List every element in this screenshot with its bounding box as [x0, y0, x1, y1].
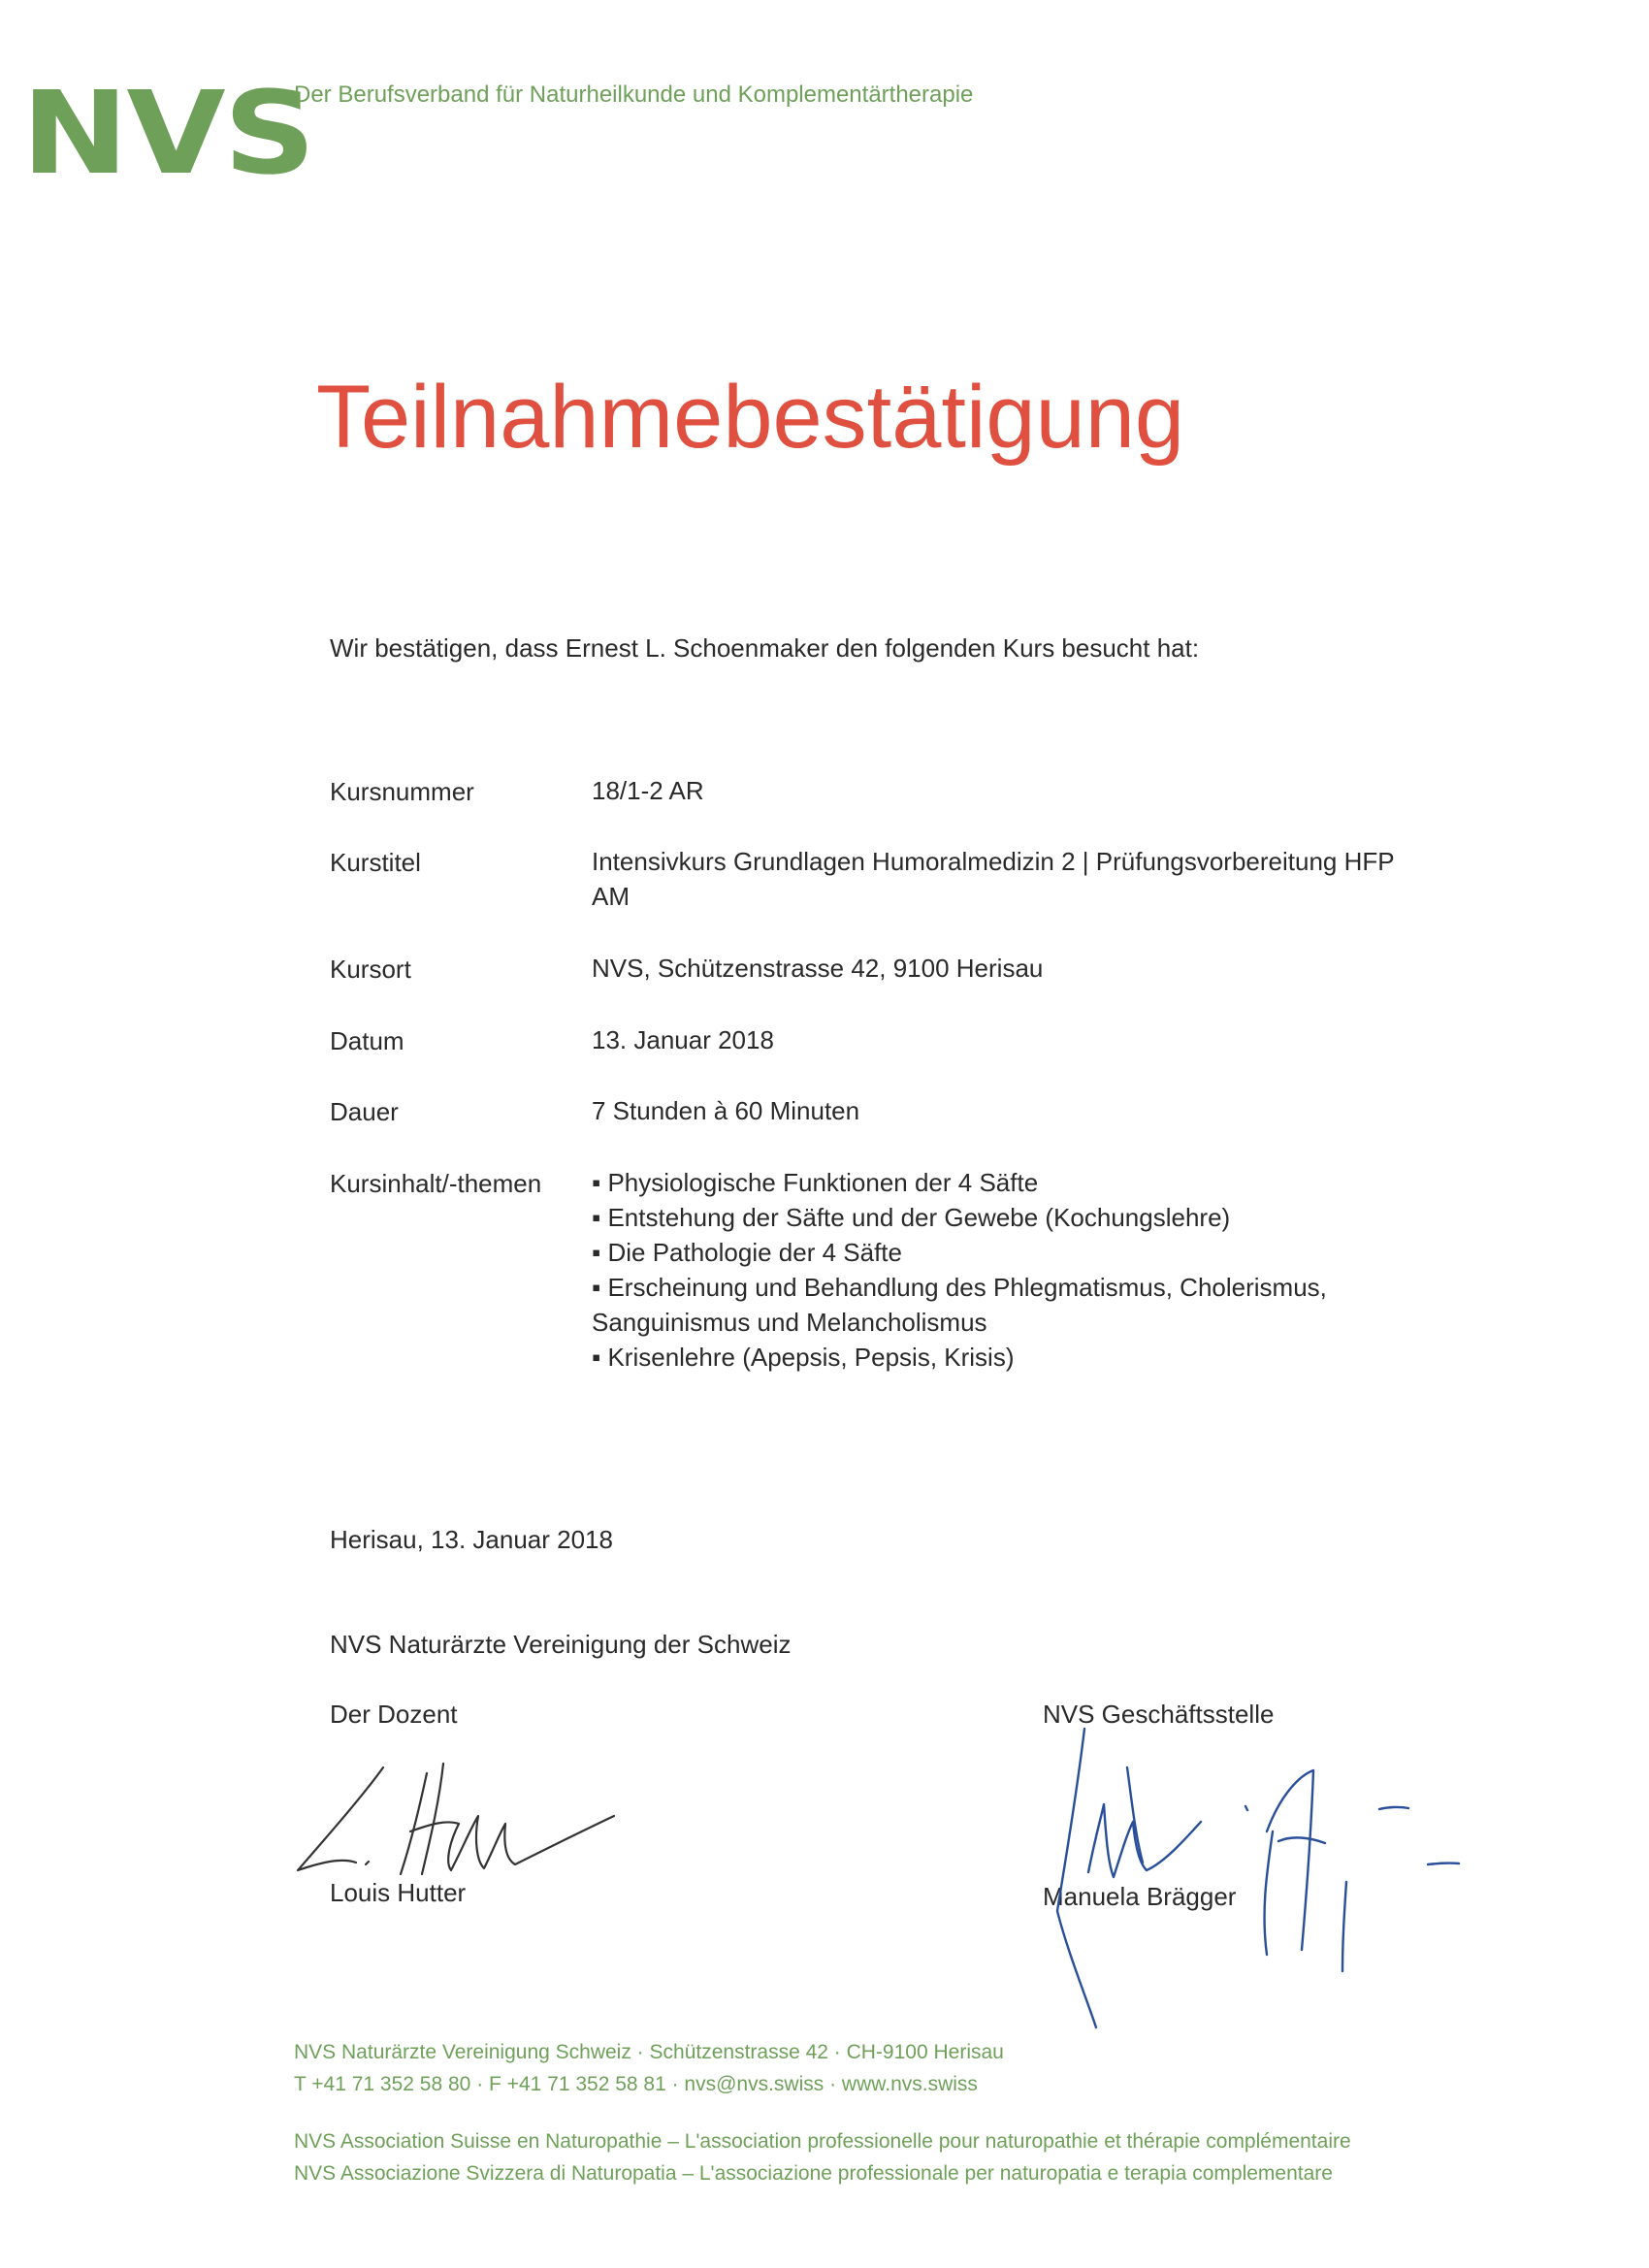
course-date-label: Datum — [330, 1026, 404, 1055]
lecturer-role: Der Dozent — [330, 1700, 458, 1729]
confirmation-intro: Wir bestätigen, dass Ernest L. Schoenmaker den folgenden Kurs besucht hat: — [330, 633, 1200, 663]
footer-address: NVS Naturärzte Vereinigung Schweiz · Schützenstrasse 42 · CH-9100 Herisau — [294, 2041, 1004, 2063]
course-topics-label: Kursinhalt/-themen — [330, 1169, 542, 1198]
lecturer-name: Louis Hutter — [330, 1878, 467, 1907]
course-title-label: Kurstitel — [330, 848, 421, 877]
office-signature — [1038, 1717, 1465, 2037]
footer-italian: NVS Associazione Svizzera di Naturopatia – L'associazione professionale per naturopatia e terapia complementare — [294, 2162, 1333, 2185]
list-item: ▪ Entstehung der Säfte und der Gewebe (Kochungslehre) — [592, 1200, 1387, 1235]
course-duration-label: Dauer — [330, 1097, 399, 1126]
office-signer-name: Manuela Brägger — [1043, 1882, 1237, 1911]
footer-french: NVS Association Suisse en Naturopathie – L'association professionelle pour naturopathie et thérapie complémentaire — [294, 2130, 1351, 2153]
course-topics-list — [592, 1165, 1387, 1375]
course-date-value: 13. Januar 2018 — [592, 1025, 774, 1054]
organization-name: NVS Naturärzte Vereinigung der Schweiz — [330, 1630, 792, 1659]
course-number-value: 18/1-2 AR — [592, 776, 704, 805]
office-role: NVS Geschäftsstelle — [1043, 1700, 1275, 1729]
lecturer-signature — [286, 1756, 626, 1882]
course-location-value: NVS, Schützenstrasse 42, 9100 Herisau — [592, 954, 1044, 983]
list-item: ▪ Krisenlehre (Apepsis, Pepsis, Krisis) — [592, 1340, 1387, 1375]
place-date: Herisau, 13. Januar 2018 — [330, 1525, 613, 1554]
header-tagline: Der Berufsverband für Naturheilkunde und Komplementärtherapie — [294, 81, 974, 108]
course-title-value: Intensivkurs Grundlagen Humoralmedizin 2 | Prüfungsvorbereitung HFP AM — [592, 847, 1395, 911]
course-number-label: Kursnummer — [330, 777, 474, 806]
list-item: ▪ Physiologische Funktionen der 4 Säfte — [592, 1165, 1387, 1200]
document-title: Teilnahmebestätigung — [316, 368, 1185, 467]
nvs-logo: NVS — [21, 66, 314, 200]
list-item: ▪ Die Pathologie der 4 Säfte — [592, 1235, 1387, 1270]
course-location-label: Kursort — [330, 955, 411, 984]
list-item: ▪ Erscheinung und Behandlung des Phlegmatismus, Cholerismus, Sanguinismus und Melancholismus — [592, 1270, 1387, 1340]
course-duration-value: 7 Stunden à 60 Minuten — [592, 1096, 860, 1125]
footer-contact: T +41 71 352 58 80 · F +41 71 352 58 81 · nvs@nvs.swiss · www.nvs.swiss — [294, 2073, 978, 2095]
